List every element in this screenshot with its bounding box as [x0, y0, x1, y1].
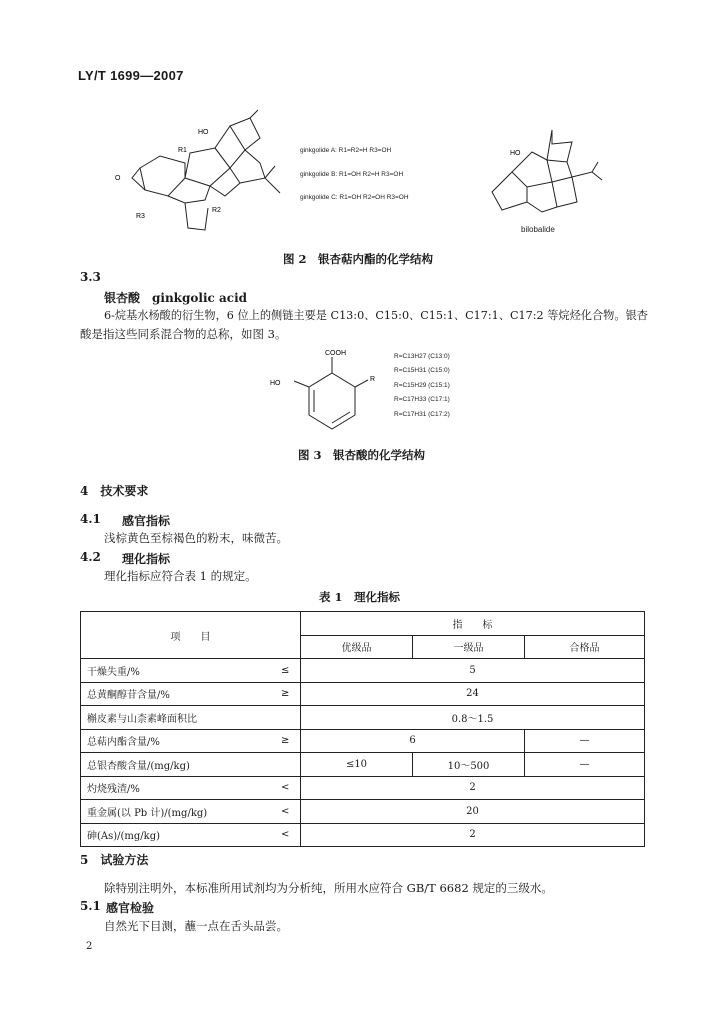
section-4-1-title: 感官指标: [122, 514, 171, 528]
section-3-3-term: 银杏酸 ginkgolic acid: [104, 291, 248, 305]
section-4-1-number: 4.1: [80, 512, 101, 526]
fig3-cooh-label: COOH: [325, 350, 346, 357]
table-row: [81, 753, 645, 777]
header-grade-premium: 优级品: [301, 635, 413, 659]
row-symbol: <: [271, 776, 301, 800]
ginkgolide-c-label: ginkgolide C: R1=OH R2=OH R3=OH: [300, 194, 409, 201]
row-value: 2: [301, 776, 645, 800]
figure2-caption: 图 2 银杏萜内酯的化学结构: [283, 252, 434, 266]
row-value-qualified: —: [525, 729, 645, 753]
row-symbol: ≥: [271, 729, 301, 753]
header-item: 项 目: [81, 612, 301, 659]
header-grade-qualified: 合格品: [525, 635, 645, 659]
fig3-legend-5: R=C17H31 (C17:2): [394, 411, 450, 418]
table-row: [81, 706, 645, 730]
section-5-1-title: 感官检验: [106, 901, 155, 915]
standard-code: LY/T 1699—2007: [78, 68, 184, 83]
fig3-r-label: R: [370, 376, 376, 383]
fig3-legend-1: R=C13H27 (C13:0): [394, 353, 450, 360]
fig3-ho-label: HO: [270, 380, 281, 387]
section-4-1-text: 浅棕黄色至棕褐色的粉末，味微苦。: [104, 531, 288, 545]
bilobalide-label: bilobalide: [521, 225, 555, 234]
row-symbol: ≤: [271, 659, 301, 683]
row-item: 槲皮素与山柰素峰面积比: [81, 706, 271, 730]
page-number: 2: [86, 941, 93, 952]
fig2-r2-label: R2: [212, 207, 221, 214]
fig2-o-label: O: [115, 175, 121, 182]
fig2-r1-label: R1: [178, 147, 187, 154]
table1-caption: 表 1 理化指标: [319, 590, 401, 604]
row-symbol: [271, 706, 301, 730]
fig3-legend-2: R=C15H31 (C15:0): [394, 367, 450, 374]
row-item: 灼烧残渣/%: [81, 776, 271, 800]
row-value-first: 10～500: [413, 753, 525, 777]
row-item: 总萜内酯含量/%: [81, 729, 271, 753]
bilobalide-ho-label: HO: [510, 150, 521, 157]
figure3-caption: 图 3 银杏酸的化学结构: [298, 448, 426, 462]
bilobalide-structure: [482, 122, 612, 222]
table-row: [81, 659, 645, 683]
section-5-heading: 5 试验方法: [80, 853, 149, 867]
section-4-2-text: 理化指标应符合表 1 的规定。: [104, 569, 257, 583]
section-5-1-number: 5.1: [80, 899, 101, 913]
section-4-2-number: 4.2: [80, 550, 101, 564]
table-row: [81, 776, 645, 800]
section-5-intro: 除特别注明外，本标准所用试剂均为分析纯，所用水应符合 GB/T 6682 规定的三级水。: [104, 881, 553, 895]
row-value: 2: [301, 823, 645, 847]
row-item: 砷(As)/(mg/kg): [81, 823, 271, 847]
row-value: 20: [301, 800, 645, 824]
ginkgolide-structure: [110, 108, 310, 243]
row-symbol: <: [271, 823, 301, 847]
row-value: 6: [301, 729, 525, 753]
section-4-2-title: 理化指标: [122, 552, 171, 566]
row-value-premium: ≤10: [301, 753, 413, 777]
row-symbol: <: [271, 800, 301, 824]
row-value: 5: [301, 659, 645, 683]
header-grade-first: 一级品: [413, 635, 525, 659]
row-item: 重金属(以 Pb 计)/(mg/kg): [81, 800, 271, 824]
row-symbol: [271, 753, 301, 777]
row-item: 干燥失重/%: [81, 659, 271, 683]
section-5-1-text: 自然光下目测，蘸一点在舌头品尝。: [104, 919, 288, 933]
table-row: [81, 823, 645, 847]
fig3-legend-3: R=C15H29 (C15:1): [394, 382, 450, 389]
table-row: [81, 682, 645, 706]
row-item: 总黄酮醇苷含量/%: [81, 682, 271, 706]
section-4-heading: 4 技术要求: [80, 484, 149, 498]
row-item: 总银杏酸含量/(mg/kg): [81, 753, 271, 777]
section-3-3-line2: 酸是指这些同系混合物的总称，如图 3。: [80, 327, 287, 341]
fig2-r3-label: R3: [136, 213, 145, 220]
table-row: [81, 729, 645, 753]
spec-table: [80, 611, 645, 847]
table-header-row-1: [81, 612, 645, 636]
ginkgolide-b-label: ginkgolide B: R1=OH R2=H R3=OH: [300, 171, 404, 178]
section-3-3-number: 3.3: [80, 270, 101, 284]
row-value: 0.8～1.5: [301, 706, 645, 730]
table-row: [81, 800, 645, 824]
section-3-3-line1: 6-烷基水杨酸的衍生物，6 位上的侧链主要是 C13:0、C15:0、C15:1、C17:1、C17:2 等烷烃化合物。银杏: [104, 309, 648, 322]
ginkgolic-acid-structure: [270, 345, 390, 445]
fig3-legend-4: R=C17H33 (C17:1): [394, 396, 450, 403]
row-symbol: ≥: [271, 682, 301, 706]
row-value: 24: [301, 682, 645, 706]
row-value-qualified: —: [525, 753, 645, 777]
fig2-ho-label: HO: [198, 129, 209, 136]
header-index: 指 标: [301, 612, 645, 636]
ginkgolide-a-label: ginkgolide A: R1=R2=H R3=OH: [300, 147, 392, 154]
